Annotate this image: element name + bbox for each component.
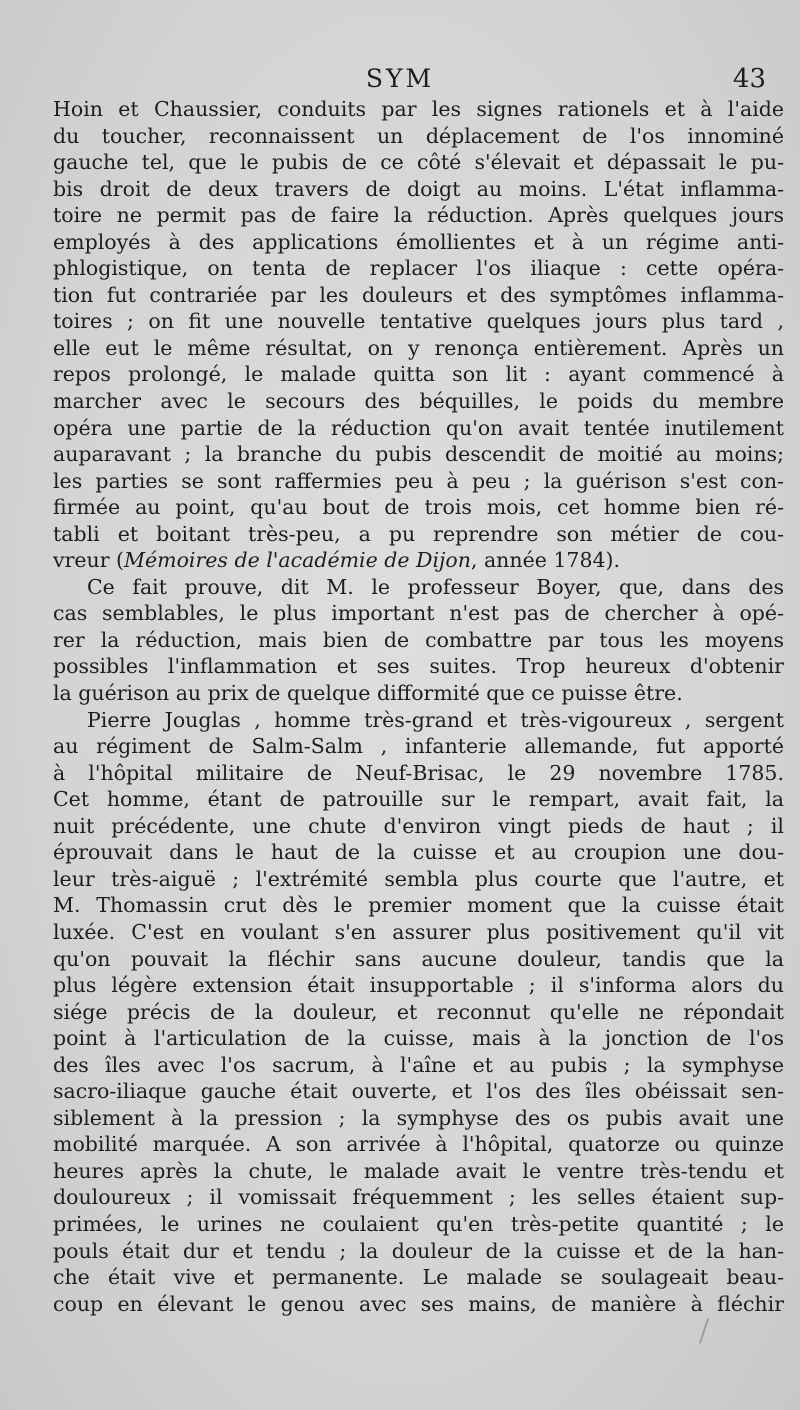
text-line: vreur (Mémoires de l'académie de Dijon, année 1784). — [53, 548, 621, 573]
text-line: heures après la chute, le malade avait le ventre très-tendu et — [53, 1158, 784, 1183]
text-line: sacro-iliaque gauche était ouverte, et l'os des îles obéissait sen- — [53, 1079, 784, 1104]
text-line: bis droit de deux travers de doigt au moins. L'état inflamma- — [53, 176, 784, 201]
text-line: les parties se sont raffermies peu à peu ; la guérison s'est con- — [53, 468, 784, 493]
text-line: des îles avec l'os sacrum, à l'aîne et au pubis ; la symphyse — [53, 1052, 784, 1077]
text-line: Pierre Jouglas , homme très-grand et très-vigoureux , sergent — [87, 707, 784, 732]
text-line: la guérison au prix de quelque difformité que ce puisse être. — [53, 681, 683, 706]
text-line: repos prolongé, le malade quitta son lit : ayant commencé à — [53, 362, 784, 387]
text-line: marcher avec le secours des béquilles, le poids du membre — [53, 389, 784, 414]
text-line: elle eut le même résultat, on y renonça entièrement. Après un — [53, 335, 784, 360]
text-line: primées, le urines ne coulaient qu'en très-petite quantité ; le — [53, 1211, 784, 1236]
text-line: Hoin et Chaussier, conduits par les signes rationels et à l'aide — [53, 97, 784, 121]
text-line: opéra une partie de la réduction qu'on avait tentée inutilement — [53, 415, 784, 440]
text-line: leur très-aiguë ; l'extrémité sembla plus courte que l'autre, et — [53, 866, 784, 891]
text-line: che était vive et permanente. Le malade se soulageait beau- — [53, 1265, 784, 1290]
text-line: au régiment de Salm-Salm , infanterie allemande, fut apporté — [53, 734, 784, 759]
text-line: firmée au point, qu'au bout de trois mois, cet homme bien ré- — [53, 495, 784, 520]
text-line: gauche tel, que le pubis de ce côté s'élevait et dépassait le pu- — [53, 150, 784, 175]
body-text — [53, 96, 784, 1317]
text-line: cas semblables, le plus important n'est pas de chercher à opé- — [53, 601, 784, 626]
text-line: auparavant ; la branche du pubis descendit de moitié au moins; — [53, 442, 784, 467]
text-line: point à l'articulation de la cuisse, mais à la jonction de l'os — [53, 1026, 784, 1051]
text-line: à l'hôpital militaire de Neuf-Brisac, le 29 novembre 1785. — [53, 760, 784, 785]
italic-citation: Mémoires de l'académie de Dijon — [124, 548, 471, 573]
text-line: siblement à la pression ; la symphyse des os pubis avait une — [53, 1105, 784, 1130]
text-line: Cet homme, étant de patrouille sur le rempart, avait fait, la — [53, 787, 784, 812]
text-line: tabli et boitant très-peu, a pu reprendre son métier de cou- — [53, 521, 784, 546]
running-title: SYM — [365, 64, 435, 93]
text-line: mobilité marquée. A son arrivée à l'hôpital, quatorze ou quinze — [53, 1132, 784, 1157]
text-line: du toucher, reconnaissent un déplacement de l'os innominé — [53, 123, 784, 148]
text-line: tion fut contrariée par les douleurs et des symptômes inflamma- — [53, 282, 784, 307]
text-line: coup en élevant le genou avec ses mains, de manière à fléchir — [53, 1291, 784, 1316]
text-line: douloureux ; il vomissait fréquemment ; les selles étaient sup- — [53, 1185, 784, 1210]
text-line: qu'on pouvait la fléchir sans aucune douleur, tandis que la — [53, 946, 784, 971]
text-line: éprouvait dans le haut de la cuisse et au croupion une dou- — [53, 840, 784, 865]
page-number: 43 — [732, 64, 766, 94]
text-line: employés à des applications émollientes et à un régime anti- — [53, 229, 784, 254]
text-line: plus légère extension était insupportable ; il s'informa alors du — [53, 973, 784, 998]
text-line: toire ne permit pas de faire la réduction. Après quelques jours — [53, 203, 784, 228]
text-line: siége précis de la douleur, et reconnut qu'elle ne répondait — [53, 999, 784, 1024]
text-line: pouls était dur et tendu ; la douleur de la cuisse et de la han- — [53, 1238, 784, 1263]
text-line: luxée. C'est en voulant s'en assurer plus positivement qu'il vit — [53, 919, 784, 944]
text-line: toires ; on fit une nouvelle tentative quelques jours plus tard , — [53, 309, 784, 334]
text-line: Ce fait prouve, dit M. le professeur Boyer, que, dans des — [87, 574, 784, 599]
text-line: rer la réduction, mais bien de combattre par tous les moyens — [53, 627, 784, 652]
running-head — [0, 64, 800, 96]
text-line: phlogistique, on tenta de replacer l'os iliaque : cette opéra- — [53, 256, 784, 281]
pen-mark — [699, 1318, 709, 1343]
text-line: nuit précédente, une chute d'environ vingt pieds de haut ; il — [53, 813, 784, 838]
text-line: M. Thomassin crut dès le premier moment que la cuisse était — [53, 893, 784, 918]
text-line: possibles l'inflammation et ses suites. Trop heureux d'obtenir — [53, 654, 784, 679]
